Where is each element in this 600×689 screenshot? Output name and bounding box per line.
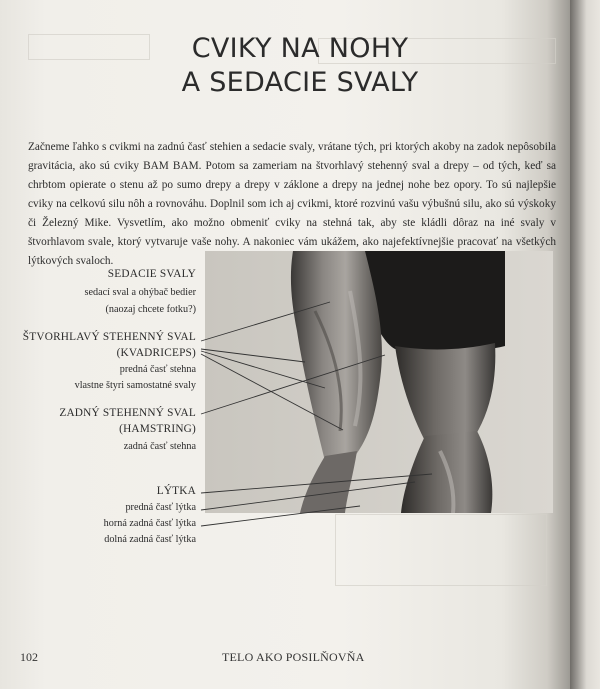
desc-sedacie-2: (naozaj chcete fotku?) [105,304,196,315]
desc-lytka-1: predná časť lýtka [125,502,196,513]
show-through-box [28,34,150,60]
legs-photo [205,251,553,513]
label-lytka: LÝTKA [156,485,196,497]
desc-hamstring: zadná časť stehna [123,441,196,452]
running-title: TELO AKO POSILŇOVŇA [222,650,365,664]
label-sedacie-svaly: SEDACIE SVALY [107,268,196,280]
desc-sedacie-1: sedací sval a ohýbač bedier [84,287,196,298]
intro-paragraph: Začneme ľahko s cvikmi na zadnú časť stehien a sedacie svaly, vrátane tých, pri ktorých akoby na zadok nepôsobila gravitácia, ako sú cviky BAM BAM. Potom sa zameriam na štvorhlavý stehenný sval a drepy – od tých, keď sa chrbtom opierate o stenu až po sumo drepy a drepy v záklone a drepy na jednej nohe bez opory. To sú najlepšie cviky na celkovú silu nôh a rovnováhu. Doplnil som ich aj cvikmi, ktoré rozvinú vašu výbušnú silu, ako sú výskoky či Železný Mike. Vysvetlím, ako možno obmeniť cviky na stehná tak, aby ste kládli dôraz na iné svaly v štvorhlavom svale, ktorý vytvaruje vaše nohy. A nakoniec vám ukážem, ako najefektívnejšie pracovať na všetkých lýtkových svaloch. [28,141,556,268]
label-hamstring-1: ZADNÝ STEHENNÝ SVAL [59,407,196,419]
facing-page-edge [570,0,600,689]
show-through-box [335,514,547,586]
page-number: 102 [20,650,38,664]
desc-kvadriceps-2: vlastne štyri samostatné svaly [74,380,196,391]
page-title [150,32,450,100]
page-title-line-2: A SEDACIE SVALY [181,67,419,98]
label-kvadriceps-2: (KVADRICEPS) [116,347,196,359]
desc-lytka-3: dolná zadná časť lýtka [104,534,196,545]
desc-lytka-2: horná zadná časť lýtka [103,518,196,529]
page-title-line-1: CVIKY NA NOHY [191,33,409,64]
legs-illustration [205,251,553,513]
desc-kvadriceps-1: predná časť stehna [119,364,196,375]
label-hamstring-2: (HAMSTRING) [119,423,196,435]
label-kvadriceps-1: ŠTVORHLAVÝ STEHENNÝ SVAL [22,331,196,343]
